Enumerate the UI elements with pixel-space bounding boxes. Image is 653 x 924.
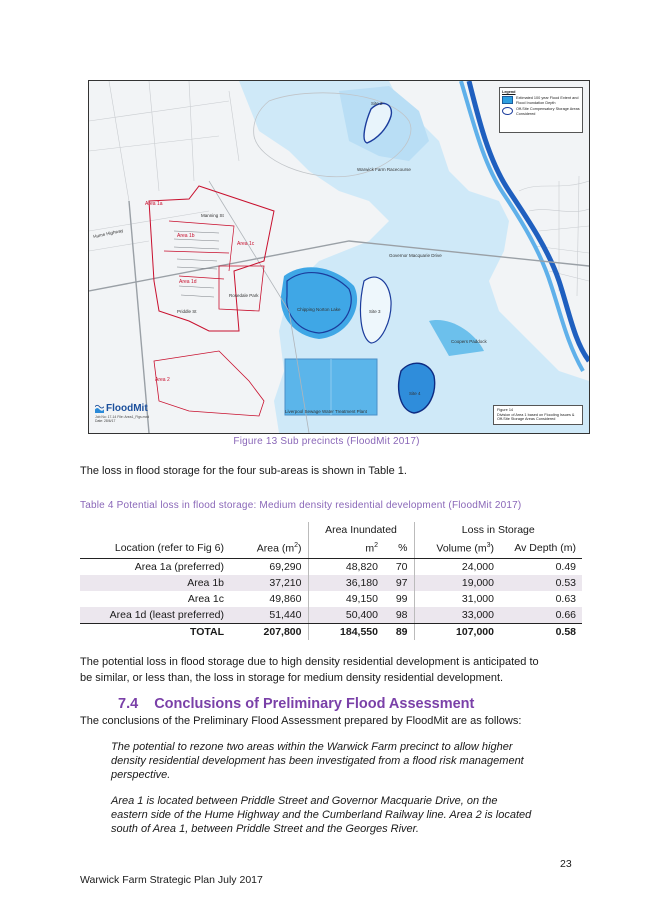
area-1a-label: Area 1a [145, 201, 163, 207]
hume-highway-label: Hume Highway [92, 227, 124, 240]
manning-st-label: Manning St [201, 213, 224, 218]
table-row [80, 607, 582, 624]
legend-item-label: Extimated 100 year Flood Extent and Flood Inundation Depth [516, 96, 579, 105]
site-4-label: Site 4 [409, 391, 421, 396]
area-1c-label: Area 1c [237, 241, 255, 247]
priddle-st-label: Priddle St [177, 309, 197, 314]
map-legend [499, 87, 583, 133]
total-volume: 107,000 [456, 625, 494, 638]
total-depth: 0.58 [555, 625, 576, 638]
group-header-area-inundated: Area Inundated [308, 522, 414, 538]
cell-area: 51,440 [230, 607, 308, 624]
figure-caption: Figure 13 Sub precincts (FloodMit 2017) [233, 436, 420, 447]
col-header-percent: % [384, 538, 414, 558]
legend-item-flood-extent [502, 96, 580, 105]
cell-area: 69,290 [230, 558, 308, 575]
section-number: 7.4 [118, 696, 139, 712]
quote-paragraph-1: The potential to rezone two areas within the Warwick Farm precinct to allow higher density residential development has been investigated from a flood risk management perspective. [111, 741, 524, 781]
total-label: TOTAL [189, 625, 224, 638]
flood-extent-swatch [502, 96, 513, 104]
floodmit-logo-name: FloodMit [95, 403, 153, 414]
table-row [80, 558, 582, 575]
cell-percent: 99 [384, 591, 414, 607]
cell-location: Area 1a (preferred) [134, 560, 224, 573]
figure-note-number: Figure 14 [497, 408, 514, 413]
area-1d-label: Area 1d [179, 279, 197, 285]
racecourse-label: Warwick Farm Racecourse [357, 167, 411, 172]
total-area: 207,800 [230, 623, 308, 640]
col-header-m2: $m^2$ [308, 538, 384, 558]
total-percent: 89 [384, 623, 414, 640]
col-header-location: Location (refer to Fig 6) [80, 538, 230, 558]
table-group-header-row [80, 522, 582, 538]
cell-area: 49,860 [230, 591, 308, 607]
area-1b-label: Area 1b [177, 233, 195, 239]
table-header-row [80, 538, 582, 558]
floodmit-logo-subtext: Job No: 17-14 File: Area1_Figs.mxd Date: 28/6/17 [95, 415, 150, 423]
paragraph-loss-intro: The loss in flood storage for the four sub-areas is shown in Table 1. [80, 465, 407, 477]
site-2-label: Site 2 [371, 101, 383, 106]
col-header-area: Area $(m^2)$ [230, 538, 308, 558]
cell-location: Area 1d (least preferred) [80, 607, 230, 624]
cell-percent: 97 [384, 575, 414, 591]
col-header-volume: Volume $(m^3)$ [414, 538, 500, 558]
cell-m2: 49,150 [345, 592, 378, 605]
cell-depth: 0.63 [555, 592, 576, 605]
site-3-label: Site 3 [369, 309, 381, 314]
coopers-paddock-label: Coopers Paddock [451, 339, 487, 344]
cell-percent: 70 [384, 558, 414, 575]
cell-percent: 98 [384, 607, 414, 624]
table-row [80, 575, 582, 591]
treatment-plant-label: Liverpool Sewage Water Treatment Plant [285, 409, 367, 414]
governor-macquarie-drive-label: Governor Macquarie Drive [389, 253, 442, 258]
table-row [80, 591, 582, 607]
floodmit-wave-icon [95, 404, 104, 413]
section-title: Conclusions of Preliminary Flood Assessment [154, 696, 475, 712]
cell-volume: 33,000 [414, 607, 500, 624]
cell-location: Area 1c [187, 592, 224, 605]
paragraph-high-density: The potential loss in flood storage due to high density residential development is anticipated to be similar, or less than, the loss in storage for medium density residential development. [80, 656, 539, 684]
floodmit-logo [95, 403, 153, 423]
cell-m2: 36,180 [308, 575, 384, 591]
col-header-av-depth: Av Depth (m) [500, 538, 582, 558]
page-number: 23 [560, 858, 572, 870]
cell-m2: 48,820 [345, 560, 378, 573]
table-caption: Table 4 Potential loss in flood storage: Medium density residential development (FloodMit 2017) [80, 500, 522, 511]
cell-volume: 19,000 [414, 575, 500, 591]
document-footer: Warwick Farm Strategic Plan July 2017 [80, 874, 263, 886]
map-figure-note [493, 405, 583, 425]
cell-area: 37,210 [230, 575, 308, 591]
flood-storage-table [80, 522, 582, 640]
paragraph-conclusions-intro: The conclusions of the Preliminary Flood Assessment prepared by FloodMit are as follows: [80, 715, 522, 727]
legend-item-label: Off-Site Compensatory Storage Areas Considered [516, 107, 580, 116]
cell-location: Area 1b [80, 575, 230, 591]
figure-note-text: Division of Area 1 based on Flooding Issues & Off-Site Storage Areas Considered [497, 412, 575, 422]
area-2-label: Area 2 [155, 377, 170, 383]
rosedale-park-label: Rosedale Park [229, 293, 259, 298]
legend-item-storage-areas [502, 107, 580, 116]
legend-title: Legend [502, 90, 516, 94]
cell-depth: 0.49 [555, 560, 576, 573]
quote-paragraph-2: Area 1 is located between Priddle Street and Governor Macquarie Drive, on the eastern side of the Hume Highway and the Cumberland Railway line. Area 2 is located south of Area 1, between Priddle Street and the Georges River. [111, 795, 532, 835]
section-heading [118, 696, 474, 712]
cell-volume: 31,000 [461, 592, 494, 605]
flood-storage-table-wrapper [80, 522, 582, 640]
flood-map-figure [88, 80, 590, 434]
storage-area-swatch [502, 107, 513, 115]
cell-volume: 24,000 [461, 560, 494, 573]
chipping-norton-lake-label: Chipping Norton Lake [297, 307, 341, 312]
cell-depth: 0.53 [500, 575, 582, 591]
cell-m2: 50,400 [308, 607, 384, 624]
table-total-row [80, 623, 582, 640]
group-header-loss-in-storage: Loss in Storage [461, 524, 535, 536]
cell-depth: 0.66 [500, 607, 582, 624]
total-m2: 184,550 [340, 625, 378, 638]
